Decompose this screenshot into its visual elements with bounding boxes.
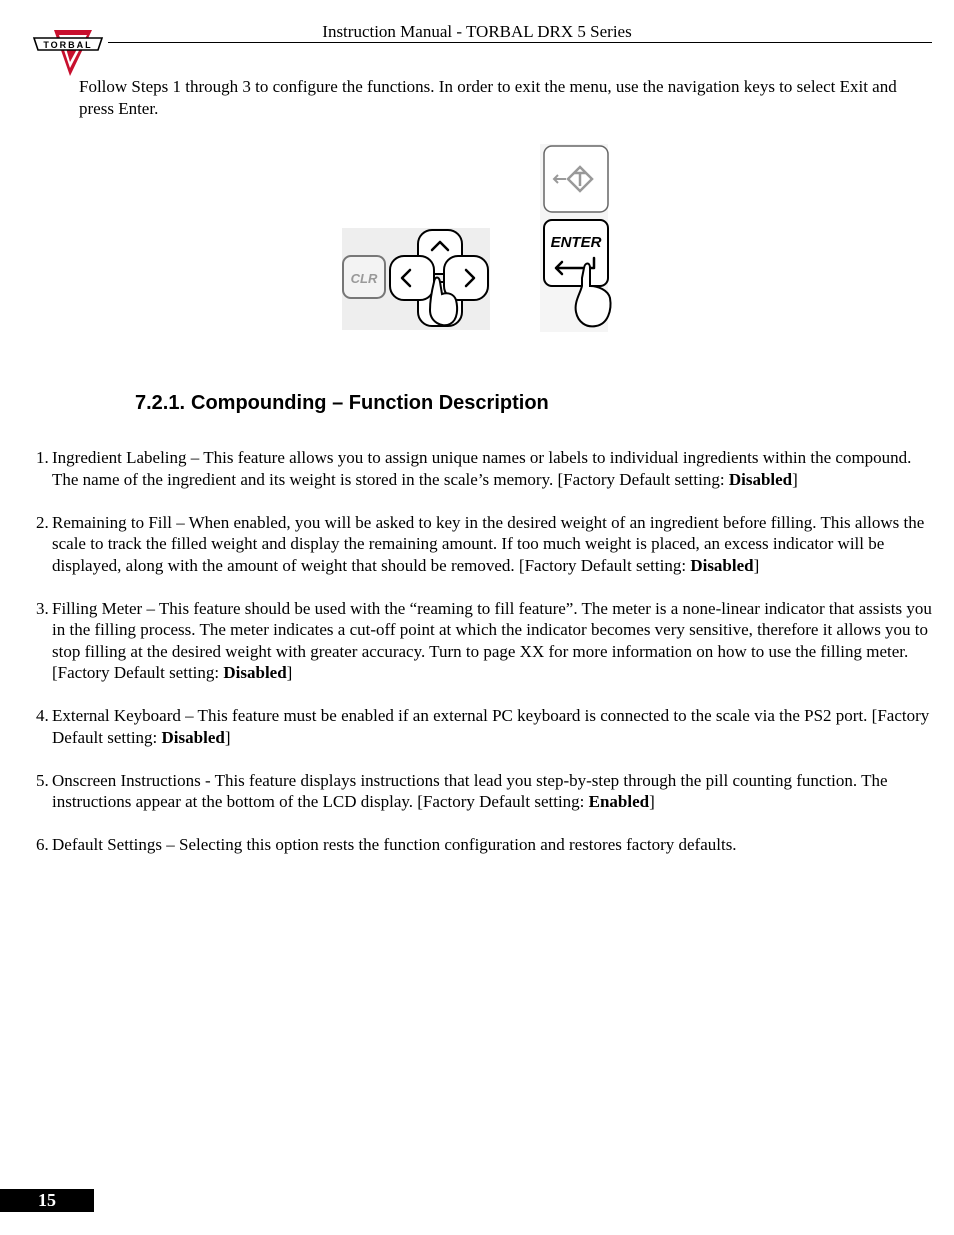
list-item-text: External Keyboard – This feature must be enabled if an external PC keyboard is connected to the scale via the PS2 port. [Factory Default setting:: [52, 706, 930, 747]
intro-paragraph: Follow Steps 1 through 3 to configure the functions. In order to exit the menu, use the navigation keys to select Exit and press Enter.: [79, 77, 897, 118]
tare-key-icon: [544, 146, 608, 212]
bracket-close: ]: [792, 469, 798, 489]
list-item-text: Ingredient Labeling – This feature allows you to assign unique names or labels to individual ingredients within the compound. The name of the ingredient and its weight is stored in the scale’s memory. [Factory Default setting:: [52, 448, 912, 489]
section-number: 7.2.1.: [135, 392, 186, 414]
list-item-text: Remaining to Fill – When enabled, you will be asked to key in the desired weight of an ingredient before filling. This allows the scale to track the filled weight and display the remaining amount. If too much weight is placed, an excess indicator will be displayed, along with the amount of weight that should be removed. [Factory Default setting:: [52, 512, 925, 575]
arrow-left-key: [390, 256, 434, 300]
section-title-text: Compounding – Function Description: [191, 392, 549, 414]
list-item: [36, 598, 936, 684]
default-setting-value: Disabled: [728, 469, 793, 489]
keypad-illustration: [336, 140, 626, 340]
right-keys: [540, 144, 610, 332]
list-item: [36, 770, 936, 813]
section-heading: [135, 392, 549, 415]
default-setting-value: Enabled: [588, 792, 650, 811]
list-item: [36, 512, 936, 577]
list-item: [36, 834, 936, 856]
clr-key-icon: [343, 256, 385, 298]
list-item: [36, 447, 936, 490]
list-item-number: 2.: [36, 512, 49, 532]
list-item-number: 4.: [36, 706, 49, 725]
enter-key-icon: [544, 220, 608, 286]
default-setting-value: Disabled: [161, 727, 225, 747]
list-item-number: 5.: [36, 770, 49, 790]
header-rule: [108, 42, 932, 43]
navigation-cluster: [342, 228, 490, 330]
default-setting-value: Disabled: [223, 663, 287, 682]
list-item-text: Default Settings – Selecting this option rests the function configuration and restores factory defaults.: [52, 835, 737, 854]
list-item: [36, 705, 936, 748]
list-item-number: 6.: [36, 835, 49, 854]
list-item-text: Onscreen Instructions - This feature displays instructions that lead you step-by-step through the pill counting function. The instructions appear at the bottom of the LCD display. [Factory Default setting:: [52, 770, 888, 811]
clr-key-label: CLR: [350, 271, 378, 286]
page-number: 15: [0, 1189, 94, 1212]
bracket-close: ]: [286, 663, 293, 682]
header-title: Instruction Manual - TORBAL DRX 5 Series: [322, 22, 632, 41]
list-item-number: 3.: [36, 598, 49, 618]
enter-key-label: ENTER: [550, 234, 602, 251]
list-item-text: Filling Meter – This feature should be used with the “reaming to fill feature”. The meter is a none-linear indicator that assists you in the filling process. The meter indicates a cut-off point at which the indicator becomes very sensitive, therefore it allows you to stop filling at the desired weight with greater accuracy. Turn to page XX for more information on how to use the filling meter. [Factory Default setting:: [52, 598, 932, 682]
bracket-close: ]: [649, 792, 655, 811]
bracket-close: ]: [753, 555, 760, 575]
logo-text: TORBAL: [43, 40, 93, 50]
default-setting-value: Disabled: [690, 555, 754, 575]
list-item-number: 1.: [36, 448, 49, 467]
feature-list: [36, 447, 936, 877]
bracket-close: ]: [224, 727, 231, 747]
